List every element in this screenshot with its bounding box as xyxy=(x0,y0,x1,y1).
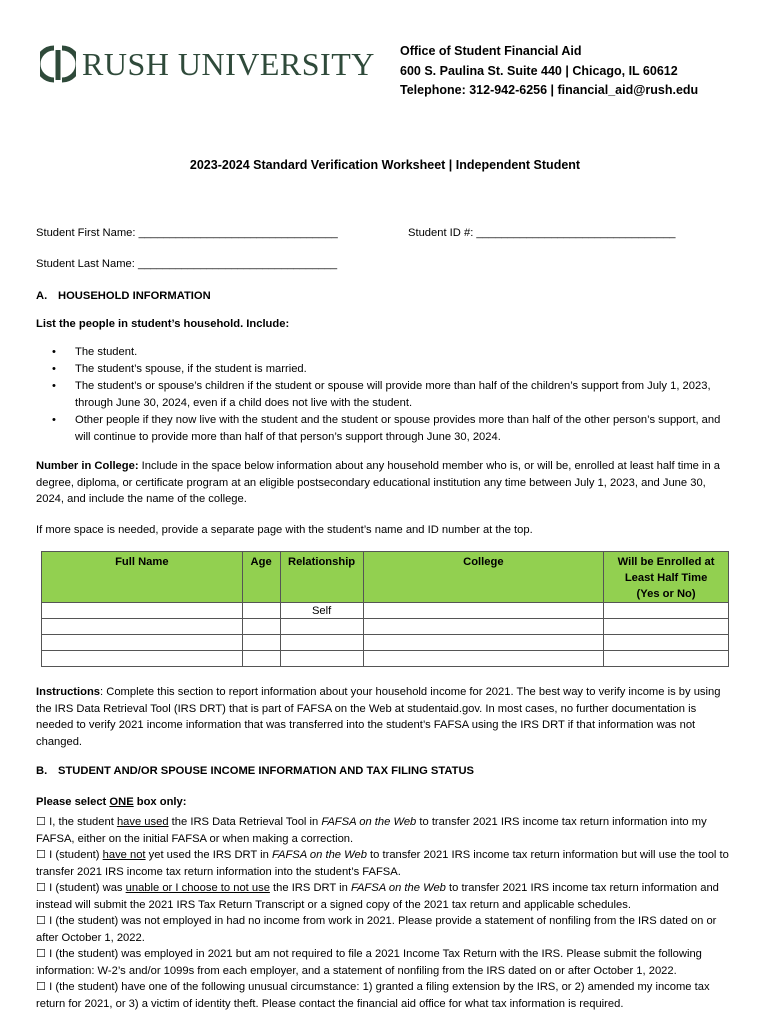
table-cell[interactable] xyxy=(280,651,363,667)
col-header-college: College xyxy=(363,552,604,603)
number-in-college-text: Include in the space below information about any household member who is, or will be, enrolled at least half time in a degree, diploma, or certificate program at an eligible postsecondary educational institution any time between July 1, 2023, and June 30, 2024, and include the name of the college. xyxy=(36,460,721,505)
option-text: I (student) xyxy=(46,849,103,861)
option-text: I (the student) was employed in 2021 but am not required to file a 2021 Income Tax Return with the IRS. Please submit the following information: W-2’s and/or 1099s from each employer, and a statement of nonfiling from the IRS dated on or after October 1, 2022. xyxy=(36,948,702,977)
space-note: If more space is needed, provide a separate page with the student’s name and ID number at the top. xyxy=(36,524,533,536)
table-cell[interactable] xyxy=(363,635,604,651)
option-text: to transfer 2021 IRS income tax return information and instead will submit the 2021 IRS Tax Return Transcript or a signed copy of the 2021 tax return and applicable schedules. xyxy=(36,882,719,911)
table-cell[interactable] xyxy=(42,619,243,635)
section-b-number: B. xyxy=(36,765,48,777)
col-header-full-name: Full Name xyxy=(42,552,243,603)
col-header-enrolled xyxy=(604,552,729,603)
table-cell[interactable] xyxy=(242,603,280,619)
logo-wordmark: RUSH UNIVERSITY xyxy=(82,46,375,82)
table-cell[interactable] xyxy=(42,635,243,651)
table-cell[interactable] xyxy=(242,651,280,667)
checkbox-icon[interactable]: ☐ xyxy=(36,816,47,828)
option-italic: FAFSA on the Web xyxy=(321,816,417,828)
table-row xyxy=(42,651,729,667)
table-cell[interactable] xyxy=(42,603,243,619)
select-text: box only: xyxy=(133,796,187,808)
option-text: I, the student xyxy=(46,816,117,828)
checkbox-icon[interactable]: ☐ xyxy=(36,915,47,927)
first-name-field[interactable]: Student First Name: ________________________________ xyxy=(36,227,338,239)
option-text: yet used the IRS DRT in xyxy=(145,849,272,861)
table-cell[interactable] xyxy=(280,635,363,651)
table-row xyxy=(42,619,729,635)
enrolled-header-line: (Yes or No) xyxy=(636,588,696,600)
option-text: to transfer 2021 IRS income tax return information into my FAFSA, either on the initial FAFSA or when making a correction. xyxy=(36,816,707,845)
last-name-field[interactable]: Student Last Name: ________________________________ xyxy=(36,258,338,270)
option-text: to transfer 2021 IRS income tax return information but will use the tool to transfer 2021 IRS income tax return information into the student’s FAFSA. xyxy=(36,849,729,878)
option-emphasis: unable or I choose to not use xyxy=(125,882,270,894)
table-cell[interactable] xyxy=(604,603,729,619)
section-a-title: HOUSEHOLD INFORMATION xyxy=(58,290,211,302)
enrolled-header-line: Will be Enrolled at xyxy=(617,556,715,568)
select-text: Please select xyxy=(36,796,110,808)
instructions-paragraph xyxy=(36,684,736,750)
table-cell[interactable] xyxy=(363,619,604,635)
table-cell[interactable] xyxy=(604,635,729,651)
checkbox-icon[interactable]: ☐ xyxy=(36,849,47,861)
option-italic: FAFSA on the Web xyxy=(272,849,367,861)
option-unusual-circumstance xyxy=(36,979,736,1012)
option-text: the IRS Data Retrieval Tool in xyxy=(168,816,322,828)
option-emphasis: have not xyxy=(102,849,146,861)
table-row xyxy=(42,635,729,651)
household-members-list xyxy=(36,344,736,446)
checkbox-icon[interactable]: ☐ xyxy=(36,948,47,960)
section-b-heading xyxy=(36,765,474,777)
table-cell: Self xyxy=(280,603,363,619)
student-id-field[interactable]: Student ID #: ________________________________ xyxy=(408,227,676,239)
worksheet-title: 2023-2024 Standard Verification Worksheet | Independent Student xyxy=(189,158,581,172)
rush-emblem-icon xyxy=(40,44,76,84)
option-employed-not-required xyxy=(36,946,736,979)
section-a-number: A. xyxy=(36,290,48,302)
office-name: Office of Student Financial Aid xyxy=(400,44,582,58)
list-item: • The student. xyxy=(36,344,736,361)
household-table xyxy=(41,551,729,667)
table-cell[interactable] xyxy=(604,619,729,635)
checkbox-icon[interactable]: ☐ xyxy=(36,981,47,993)
table-cell[interactable] xyxy=(363,603,604,619)
office-contact-block xyxy=(400,42,698,101)
col-header-relationship: Relationship xyxy=(280,552,363,603)
number-in-college-paragraph xyxy=(36,458,736,508)
checkbox-icon[interactable]: ☐ xyxy=(36,882,47,894)
table-cell[interactable] xyxy=(280,619,363,635)
option-no-drt xyxy=(36,880,736,913)
table-cell[interactable] xyxy=(242,619,280,635)
section-a-heading xyxy=(36,290,211,302)
office-contact: Telephone: 312-942-6256 | financial_aid@rush.edu xyxy=(400,83,699,97)
household-list-intro: List the people in student’s household. Include: xyxy=(36,318,290,330)
enrolled-header-line: Least Half Time xyxy=(624,572,708,584)
list-item: • The student’s spouse, if the student is married. xyxy=(36,361,736,378)
option-not-employed xyxy=(36,913,736,946)
instructions-text: : Complete this section to report information about your household income for 2021. The best way to verify income is by using the IRS Data Retrieval Tool (IRS DRT) that is part of FAFSA on the Web at studentaid.gov. In most cases, no further documentation is needed to verify 2021 income information that was transferred into the student’s FAFSA using the IRS DRT if that information was not changed. xyxy=(36,686,721,748)
table-cell[interactable] xyxy=(604,651,729,667)
col-header-age: Age xyxy=(242,552,280,603)
option-will-use-drt xyxy=(36,847,736,880)
number-in-college-label: Number in College: xyxy=(36,460,139,472)
list-item: • The student’s or spouse’s children if the student or spouse will provide more than half of the children’s support from July 1, 2023, through June 30, 2024, even if a child does not live with the student. xyxy=(36,378,736,412)
option-text: the IRS DRT in xyxy=(269,882,351,894)
table-cell[interactable] xyxy=(42,651,243,667)
select-one-instruction xyxy=(36,796,187,808)
option-italic: FAFSA on the Web xyxy=(350,882,446,894)
university-logo xyxy=(40,44,375,84)
table-row xyxy=(42,603,729,619)
list-item: • Other people if they now live with the student and the student or spouse provides more than half of the other person’s support, and will continue to provide more than half of that person’s support through June 30, 2024. xyxy=(36,412,736,446)
option-text: I (the student) was not employed in had no income from work in 2021. Please provide a statement of nonfiling from the IRS dated on or after October 1, 2022. xyxy=(36,915,717,944)
option-emphasis: have used xyxy=(116,816,169,828)
instructions-label: Instructions xyxy=(36,686,101,698)
office-address: 600 S. Paulina St. Suite 440 | Chicago, IL 60612 xyxy=(400,63,678,78)
option-used-drt xyxy=(36,814,736,847)
option-text: I (student) was xyxy=(46,882,126,894)
section-b-title: STUDENT AND/OR SPOUSE INCOME INFORMATION AND TAX FILING STATUS xyxy=(58,765,474,777)
table-cell[interactable] xyxy=(242,635,280,651)
option-text: I (the student) have one of the following unusual circumstance: 1) granted a filing extension by the IRS, or 2) amended my income tax return for 2021, or 3) a victim of identity theft. Please contact the financial aid office for what tax information is required. xyxy=(36,981,710,1010)
select-one-emphasis: ONE xyxy=(109,796,134,808)
table-cell[interactable] xyxy=(363,651,604,667)
